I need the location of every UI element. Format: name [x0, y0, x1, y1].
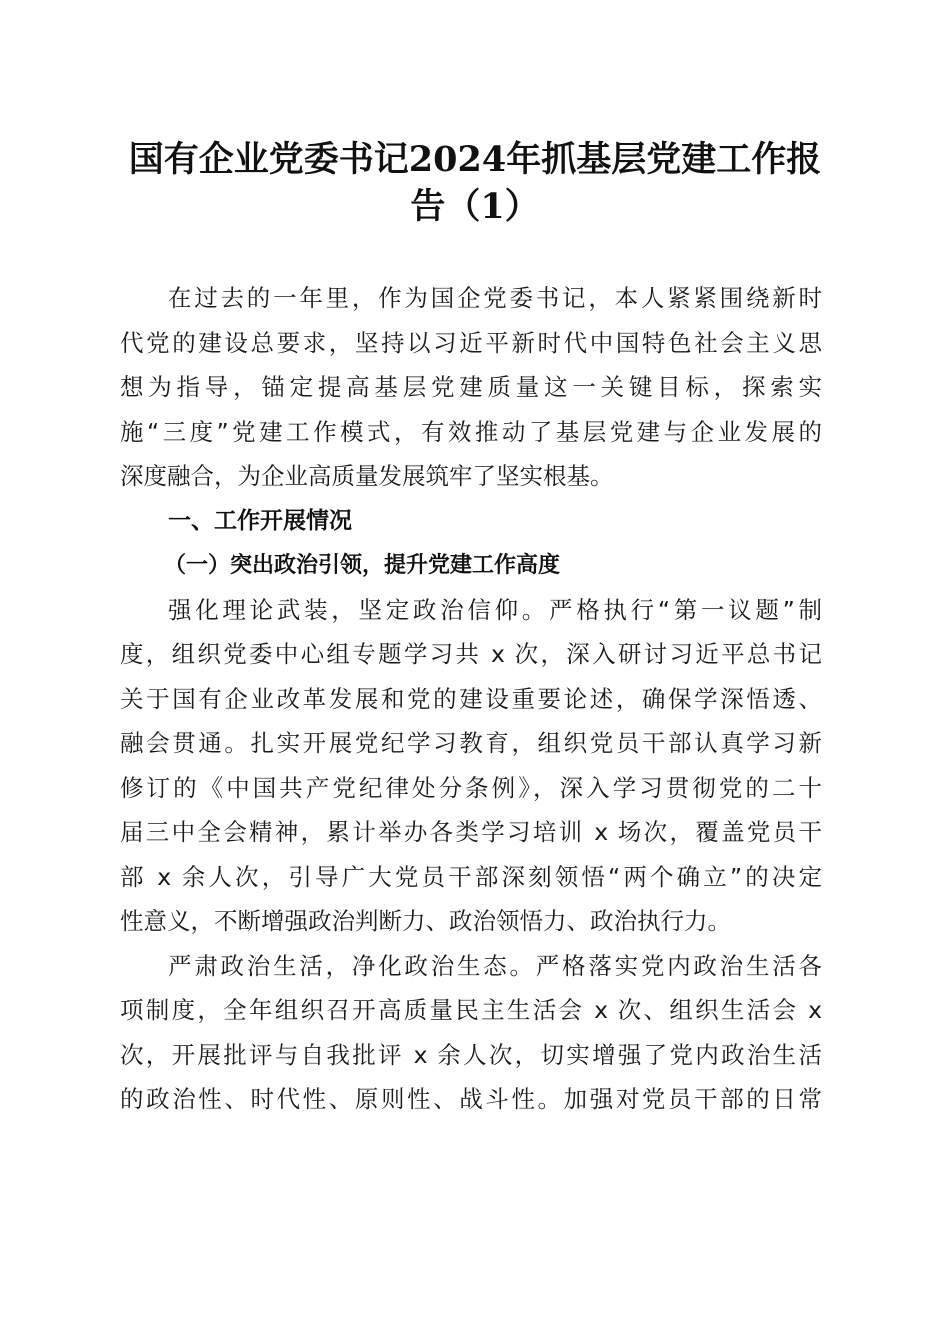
document-title-line-1: 国有企业党委书记2024年抓基层党建工作报 — [128, 139, 822, 180]
intro-paragraph-line: 在过去的一年里，作为国企党委书记，本人紧紧围绕新时 — [168, 284, 822, 312]
body-paragraph-line: 次，开展批评与自我批评 x 余人次，切实增强了党内政治生活 — [120, 1041, 822, 1069]
body-paragraph-line: 关于国有企业改革发展和党的建设重要论述，确保学深悟透、 — [120, 685, 822, 713]
body-paragraph-line: 度，组织党委中心组专题学习共 x 次，深入研讨习近平总书记 — [120, 640, 822, 668]
intro-paragraph-line: 代党的建设总要求，坚持以习近平新时代中国特色社会主义思 — [120, 329, 822, 357]
body-paragraph-line: 项制度，全年组织召开高质量民主生活会 x 次、组织生活会 x — [120, 996, 822, 1024]
body-paragraph-line: 修订的《中国共产党纪律处分条例》，深入学习贯彻党的二十 — [120, 774, 822, 802]
body-paragraph-line: 部 x 余人次，引导广大党员干部深刻领悟“两个确立”的决定 — [120, 863, 822, 891]
body-paragraph-line: 的政治性、时代性、原则性、战斗性。加强对党员干部的日常 — [120, 1085, 822, 1113]
intro-paragraph-line: 深度融合，为企业高质量发展筑牢了坚实根基。 — [120, 462, 614, 490]
body-paragraph-line: 强化理论武装，坚定政治信仰。严格执行“第一议题”制 — [168, 596, 822, 624]
section-heading: 一、工作开展情况 — [168, 508, 352, 534]
body-paragraph-line: 融会贯通。扎实开展党纪学习教育，组织党员干部认真学习新 — [120, 729, 822, 757]
body-paragraph-line: 性意义，不断增强政治判断力、政治领悟力、政治执行力。 — [120, 907, 731, 935]
subsection-heading: （一）突出政治引领，提升党建工作高度 — [164, 552, 561, 578]
body-paragraph-line: 严肃政治生活，净化政治生态。严格落实党内政治生活各 — [168, 952, 822, 980]
intro-paragraph-line: 施“三度”党建工作模式，有效推动了基层党建与企业发展的 — [120, 418, 822, 446]
document-title-line-2: 告（1） — [410, 186, 540, 227]
body-paragraph-line: 届三中全会精神，累计举办各类学习培训 x 场次，覆盖党员干 — [120, 818, 822, 846]
intro-paragraph-line: 想为指导，锚定提高基层党建质量这一关键目标，探索实 — [120, 373, 822, 401]
